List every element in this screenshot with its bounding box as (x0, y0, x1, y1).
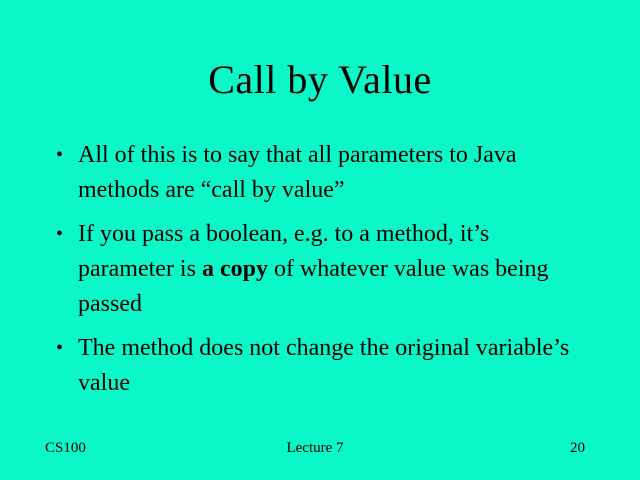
footer-course-label: CS100 (45, 440, 86, 456)
bullet-list (0, 138, 640, 401)
bullet-marker: • (56, 144, 64, 166)
bullet-text: If you pass a boolean, e.g. to a method, it’s parameter is a copy of whatever value was being passed (78, 221, 549, 317)
bullet-item (50, 217, 640, 322)
slide-footer (0, 441, 640, 456)
bullet-marker: • (56, 337, 64, 359)
bullet-text: All of this is to say that all parameters to Java methods are “call by value” (78, 142, 517, 203)
bullet-item (50, 138, 640, 208)
bullet-marker: • (56, 223, 64, 245)
footer-page-number: 20 (570, 440, 585, 456)
bullet-item (50, 331, 640, 401)
footer-lecture-label: Lecture 7 (286, 440, 344, 456)
slide-title: Call by Value (208, 57, 432, 102)
bullet-text: The method does not change the original variable’s value (78, 335, 570, 396)
